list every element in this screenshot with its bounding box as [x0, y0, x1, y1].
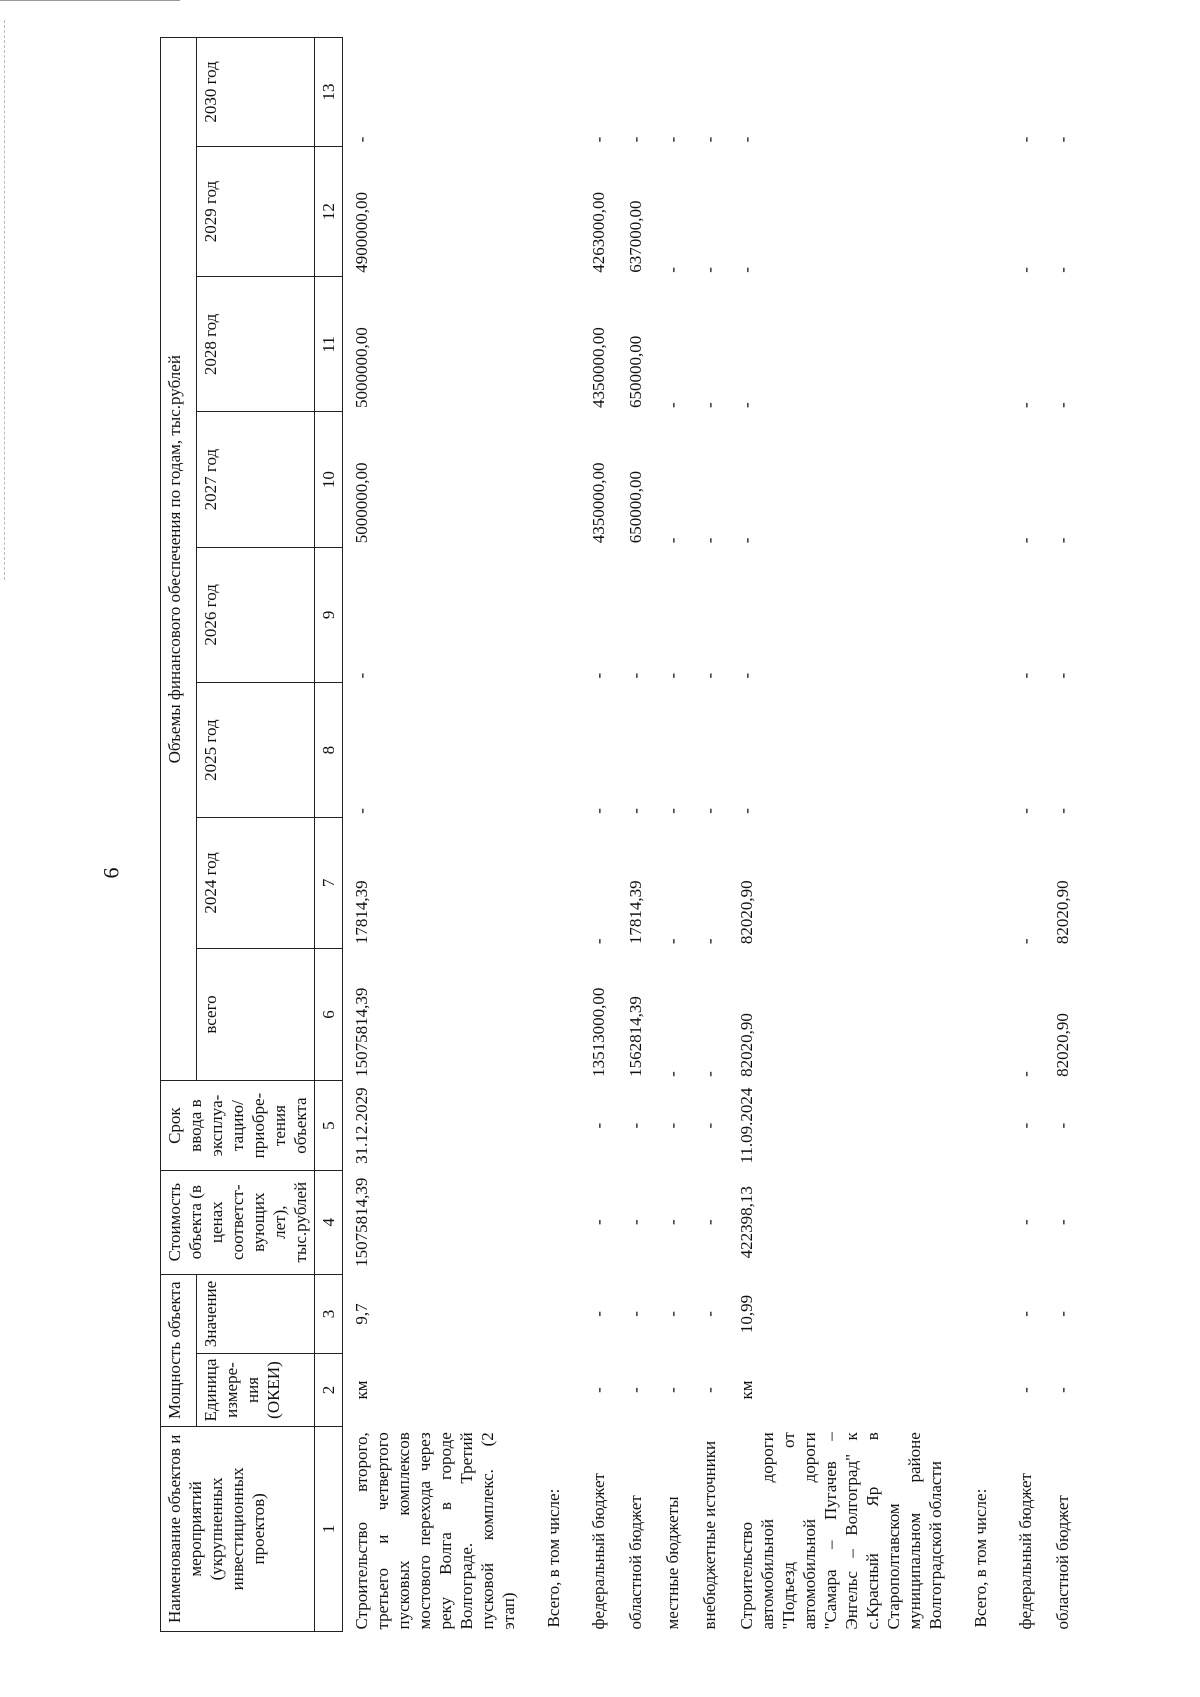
col-index: 9: [315, 547, 343, 682]
table-row: [527, 38, 580, 1632]
cell-y2030: -: [589, 136, 608, 143]
cell-value: [954, 1274, 1007, 1354]
header-unit: Единица измере-ния (ОКЕИ): [197, 1354, 315, 1426]
cell-y2028: 650000,00: [626, 335, 645, 408]
cell-cost: -: [663, 1219, 682, 1226]
cell-y2029: -: [1053, 267, 1072, 273]
cell-value: -: [589, 1311, 608, 1317]
scan-edge-line: [0, 0, 180, 1]
cell-unit: -: [589, 1387, 608, 1393]
cell-commission: -: [589, 1122, 608, 1129]
cell-cost: -: [626, 1219, 645, 1226]
cell-value: -: [1016, 1311, 1035, 1317]
cell-y2027: -: [1053, 537, 1072, 544]
header-name: Наименование объектов и мероприятий (укрупненных инвестиционных проектов): [161, 1426, 315, 1631]
cell-y2029: [954, 146, 1007, 276]
col-index: 8: [315, 682, 343, 817]
cell-y2030: [954, 38, 1007, 147]
cell-y2030: -: [737, 136, 756, 143]
header-2026: 2026 год: [197, 547, 315, 682]
cell-cost: [954, 1170, 1007, 1274]
cell-unit: [527, 1354, 580, 1426]
cell-unit: -: [1053, 1387, 1072, 1393]
table-row: [1007, 38, 1044, 1632]
cell-y2026: -: [1053, 672, 1072, 679]
cell-value: 9,7: [352, 1303, 371, 1325]
cell-name: Всего, в том числе:: [971, 1488, 990, 1628]
cell-unit: км: [737, 1380, 756, 1400]
header-2030: 2030 год: [197, 38, 315, 147]
cell-total: 1562814,39: [626, 996, 645, 1077]
col-index: 2: [315, 1354, 343, 1426]
header-2027: 2027 год: [197, 412, 315, 547]
cell-y2030: -: [1053, 136, 1072, 143]
col-index: 7: [315, 818, 343, 948]
cell-unit: -: [626, 1387, 645, 1393]
cell-cost: -: [1053, 1219, 1072, 1226]
cell-commission: -: [663, 1122, 682, 1129]
cell-total: 82020,90: [1053, 1013, 1072, 1077]
cell-y2027: [527, 412, 580, 547]
table-row: [691, 38, 728, 1632]
cell-y2024: -: [1016, 938, 1035, 945]
cell-y2024: 17814,39: [352, 880, 371, 945]
cell-y2030: -: [1016, 136, 1035, 143]
table-row: [1044, 38, 1081, 1632]
cell-y2025: -: [1053, 808, 1072, 814]
cell-total: [954, 948, 1007, 1081]
cell-y2025: -: [737, 808, 756, 814]
cell-name: Строительство второго, третьего и четвертого пусковых комплексов мостового перехода через реку Волга в городе Волгограде. Третий пусковой комплекс. (2 этап): [352, 1432, 518, 1630]
cell-y2028: -: [1016, 402, 1035, 408]
cell-y2029: -: [1016, 267, 1035, 273]
table-row: [617, 38, 654, 1632]
col-index: 4: [315, 1170, 343, 1274]
cell-y2028: -: [663, 402, 682, 408]
cell-value: -: [700, 1311, 719, 1317]
header-value: Значение: [197, 1274, 315, 1354]
header-2028: 2028 год: [197, 277, 315, 412]
cell-name: Всего, в том числе:: [544, 1488, 563, 1628]
cell-total: 13513000,00: [589, 987, 608, 1077]
cell-y2030: -: [352, 136, 371, 143]
cell-y2027: -: [1016, 537, 1035, 544]
cell-y2026: -: [700, 672, 719, 679]
cell-y2028: -: [1053, 402, 1072, 408]
cell-y2030: -: [626, 136, 645, 143]
cell-y2029: 4263000,00: [589, 192, 608, 273]
cell-y2025: -: [352, 808, 371, 814]
cell-y2029: -: [700, 267, 719, 273]
cell-unit: -: [663, 1387, 682, 1393]
cell-y2029: [527, 146, 580, 276]
cell-commission: -: [1016, 1122, 1035, 1129]
header-commission: Срок ввода в эксплуа-тацию/ приобре-тения объекта: [161, 1081, 315, 1170]
cell-y2027: 650000,00: [626, 470, 645, 544]
cell-value: -: [626, 1311, 645, 1317]
cell-unit: км: [352, 1380, 371, 1400]
cell-name: областной бюджет: [1053, 1495, 1072, 1630]
col-index: 5: [315, 1081, 343, 1170]
col-index: 11: [315, 277, 343, 412]
cell-y2025: -: [1016, 808, 1035, 814]
cell-commission: [527, 1081, 580, 1170]
cell-value: -: [663, 1311, 682, 1317]
cell-y2025: [954, 682, 1007, 817]
col-index: 3: [315, 1274, 343, 1354]
cell-y2024: -: [700, 938, 719, 945]
cell-total: [527, 948, 580, 1081]
cell-total: -: [663, 1071, 682, 1077]
cell-y2027: -: [700, 537, 719, 544]
cell-y2024: [527, 818, 580, 948]
cell-y2026: [527, 547, 580, 682]
header-finance: Объемы финансового обеспечения по годам, тыс.рублей: [161, 38, 197, 1081]
cell-y2026: -: [589, 672, 608, 679]
cell-name: местные бюджеты: [663, 1496, 682, 1630]
scan-margin-mark: [4, 20, 6, 580]
cell-cost: -: [700, 1219, 719, 1226]
cell-unit: -: [700, 1387, 719, 1393]
cell-name: федеральный бюджет: [1016, 1473, 1035, 1630]
cell-y2024: 82020,90: [1053, 880, 1072, 945]
cell-y2028: 4350000,00: [589, 327, 608, 408]
cell-y2024: [954, 818, 1007, 948]
cell-y2025: [527, 682, 580, 817]
cell-y2026: -: [352, 672, 371, 679]
cell-y2025: -: [700, 808, 719, 814]
cell-y2026: -: [626, 672, 645, 679]
cell-y2029: 637000,00: [626, 200, 645, 273]
cell-commission: -: [700, 1122, 719, 1129]
table-row: [728, 38, 954, 1632]
cell-commission: 31.12.2029: [352, 1087, 371, 1164]
cell-commission: 11.09.2024: [737, 1087, 756, 1164]
cell-y2026: -: [663, 672, 682, 679]
cell-y2024: -: [663, 938, 682, 945]
cell-y2027: -: [737, 537, 756, 544]
cell-y2025: -: [663, 808, 682, 814]
table-row: [654, 38, 691, 1632]
header-2025: 2025 год: [197, 682, 315, 817]
cell-y2024: 17814,39: [626, 880, 645, 945]
cell-y2029: 4900000,00: [352, 192, 371, 273]
cell-y2027: [954, 412, 1007, 547]
cell-cost: -: [1016, 1219, 1035, 1226]
cell-y2029: -: [663, 267, 682, 273]
cell-cost: 422398,13: [737, 1186, 756, 1259]
cell-y2026: -: [1016, 672, 1035, 679]
cell-value: -: [1053, 1311, 1072, 1317]
cell-y2030: -: [663, 136, 682, 143]
cell-total: 15075814,39: [352, 987, 371, 1077]
header-total: всего: [197, 948, 315, 1081]
cell-total: 82020,90: [737, 1013, 756, 1077]
cell-commission: [954, 1081, 1007, 1170]
cell-cost: 15075814,39: [352, 1177, 371, 1267]
cell-name: внебюджетные источники: [700, 1440, 719, 1630]
cell-commission: -: [626, 1122, 645, 1129]
cell-y2028: 5000000,00: [352, 327, 371, 408]
cell-y2026: [954, 547, 1007, 682]
finance-table: [160, 37, 1081, 1632]
rotated-table-container: [160, 37, 1200, 1632]
cell-y2026: -: [737, 672, 756, 679]
cell-y2027: 4350000,00: [589, 462, 608, 544]
header-capacity: Мощность объекта: [161, 1274, 197, 1426]
header-2024: 2024 год: [197, 818, 315, 948]
cell-y2024: -: [589, 938, 608, 945]
table-row: [580, 38, 617, 1632]
cell-y2024: 82020,90: [737, 880, 756, 945]
cell-total: -: [700, 1071, 719, 1077]
cell-total: -: [1016, 1071, 1035, 1077]
col-index: 1: [315, 1426, 343, 1631]
cell-y2028: -: [737, 402, 756, 408]
cell-cost: -: [589, 1219, 608, 1226]
cell-unit: [954, 1354, 1007, 1426]
header-cost: Стоимость объекта (в ценах соответст-вующих лет), тыс.рублей: [161, 1170, 315, 1274]
cell-name: Строительство автомобильной дороги "Подъезд от автомобильной дороги "Самара – Пугачев – Энгельс – Волгоград" к с.Красный Яр в Старополтавском муниципальном районе Волгоградской области: [737, 1432, 945, 1630]
cell-y2029: -: [737, 267, 756, 273]
cell-cost: [527, 1170, 580, 1274]
cell-y2030: -: [700, 136, 719, 143]
cell-y2025: -: [589, 808, 608, 814]
col-index: 12: [315, 146, 343, 276]
page-number: 6: [98, 867, 124, 879]
cell-y2028: -: [700, 402, 719, 408]
header-2029: 2029 год: [197, 146, 315, 276]
col-index: 10: [315, 412, 343, 547]
col-index: 13: [315, 38, 343, 147]
cell-y2025: -: [626, 808, 645, 814]
cell-name: федеральный бюджет: [589, 1473, 608, 1630]
table-row: [954, 38, 1007, 1632]
cell-y2030: [527, 38, 580, 147]
cell-name: областной бюджет: [626, 1495, 645, 1630]
table-row: [343, 38, 528, 1632]
cell-unit: -: [1016, 1387, 1035, 1393]
cell-value: 10,99: [737, 1294, 756, 1334]
cell-y2028: [527, 277, 580, 412]
cell-y2027: -: [663, 537, 682, 544]
cell-commission: -: [1053, 1122, 1072, 1129]
cell-y2027: 5000000,00: [352, 462, 371, 544]
cell-y2028: [954, 277, 1007, 412]
cell-value: [527, 1274, 580, 1354]
col-index: 6: [315, 948, 343, 1081]
